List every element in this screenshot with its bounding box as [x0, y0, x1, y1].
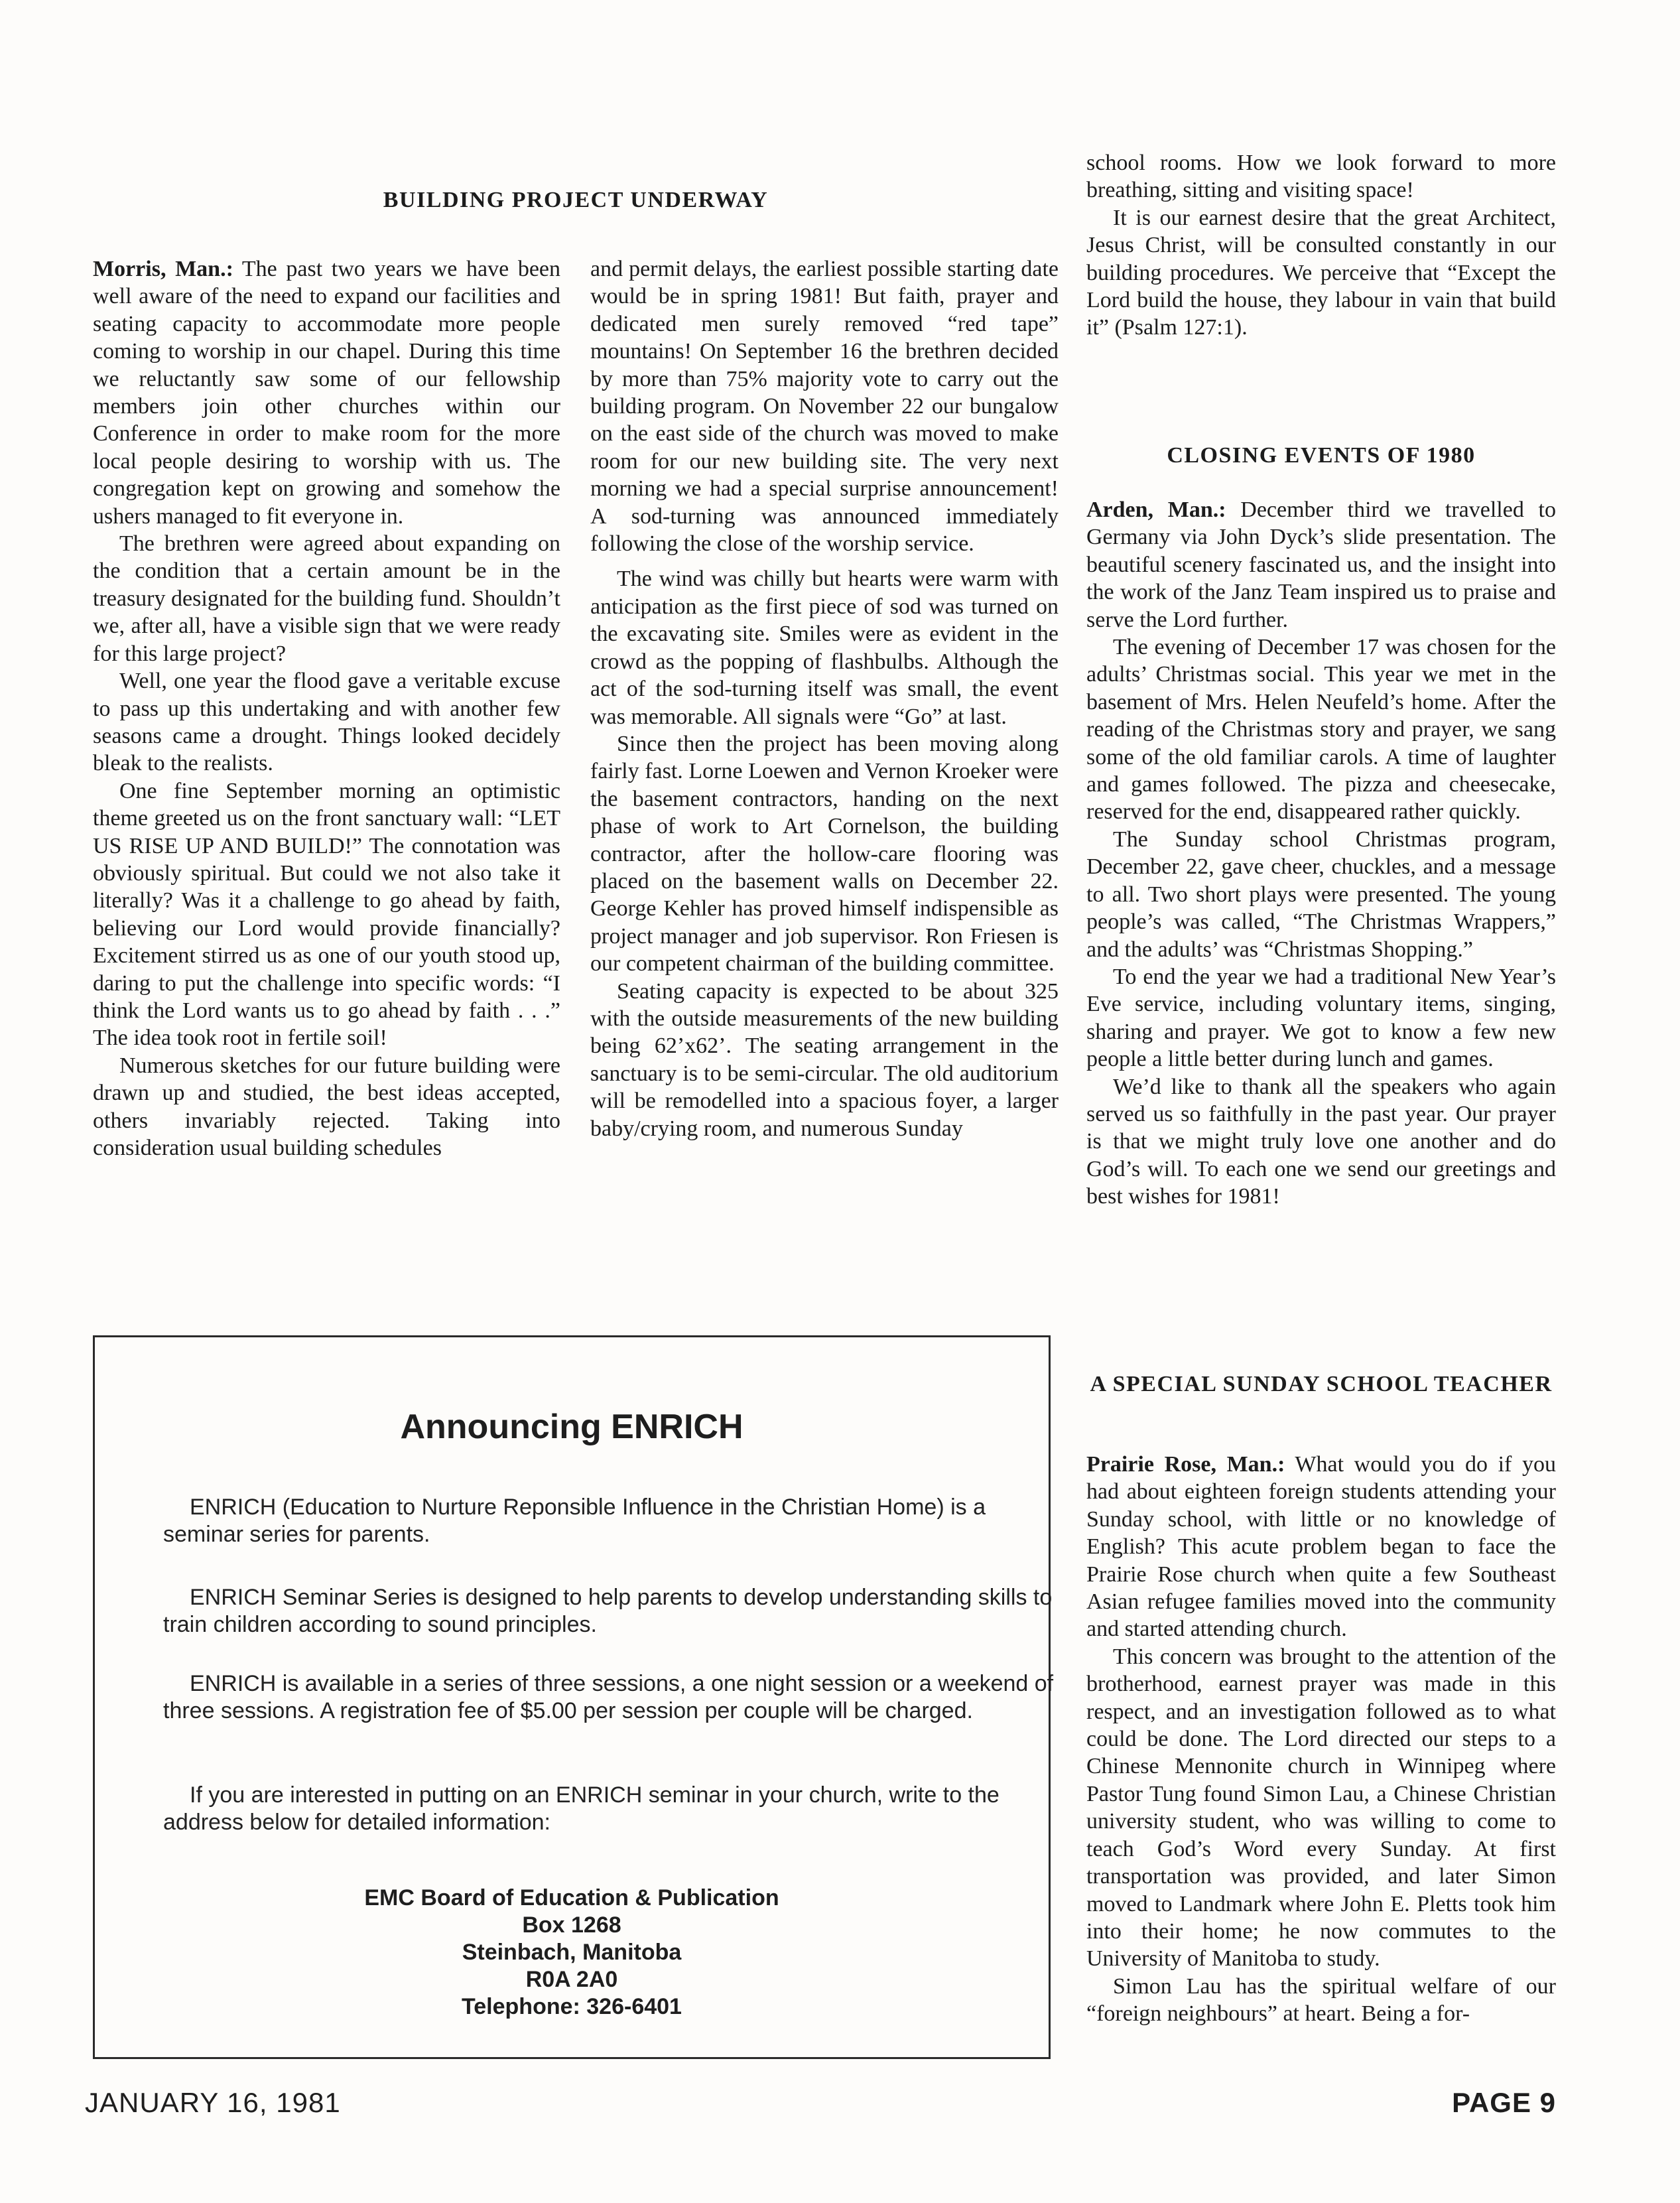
enrich-announcement-box [93, 1335, 1054, 2059]
headline-building-project: BUILDING PROJECT UNDERWAY [383, 188, 769, 212]
ad-paragraph: If you are interested in putting on an ENRICH seminar in your church, write to the address below for detailed information: [163, 1782, 1000, 1835]
article-column-2 [590, 255, 1059, 1142]
paragraph: The Sunday school Christmas program, December 22, gave cheer, chuckles, and a message to all. Two short plays were presented. The young people’s was called, “The Christmas Wrappers,” and the adults’ was “Christmas Shopping.” [1086, 827, 1556, 962]
paragraph-text: The past two years we have been well aware of the need to expand our facilities and seating capacity to accommodate more people coming to worship in our chapel. During this time we reluctantly saw some of our fellowship members join other churches within our Conference in order to make room for the more local people desiring to worship with us. The congregation kept on growing and somehow the ushers managed to fit everyone in. [93, 257, 560, 529]
paragraph: To end the year we had a traditional New Year’s Eve service, including voluntary items, singing, sharing and prayer. We got to know a few new people a little better during lunch and games. [1086, 964, 1556, 1072]
paragraph: One fine September morning an optimistic theme greeted us on the front sanctuary wall: “LET US RISE UP AND BUILD!” The connotation was obviously spiritual. But could we not also take it literally? Was it a challenge to go ahead by faith, believing our Lord would provide financially? Excitement stirred us as one of our youth stood up, daring to put the challenge into specific words: “I think the Lord wants us to go ahead by faith . . .” The idea took root in fertile soil! [93, 778, 560, 1051]
paragraph: We’d like to thank all the speakers who again served us so faithfully in the past year. Our prayer is that we might truly love one another and do God’s will. To each one we send our greetings and best wishes for 1981! [1086, 1074, 1556, 1209]
paragraph [93, 255, 560, 530]
footer-date: JANUARY 16, 1981 [85, 2087, 341, 2118]
address-line: EMC Board of Education & Publication [364, 1885, 779, 1910]
address-line: Telephone: 326-6401 [462, 1994, 682, 2019]
paragraph: The wind was chilly but hearts were warm with anticipation as the first piece of sod was turned on the excavating site. Smiles were as evident in the crowd as the popping of flashbulbs. Although the act of the sod-turning itself was small, the event was memorable. All signals were “Go” at last. [590, 567, 1059, 729]
article-column-1 [93, 255, 560, 1162]
paragraph-text: What would you do if you had about eighteen foreign students attending your Sunday school, with little or no knowledge of English? This acute problem began to face the Prairie Rose church when quite a few Southeast Asian refugee families moved into the community and started attending church. [1086, 1452, 1556, 1642]
ad-paragraph: ENRICH Seminar Series is designed to help parents to develop understanding skills to train children according to sound principles. [163, 1585, 1053, 1637]
ad-paragraph: ENRICH is available in a series of three sessions, a one night session or a weekend of three sessions. A registration fee of $5.00 per session per couple will be charged. [163, 1671, 1054, 1723]
ad-title: Announcing ENRICH [400, 1408, 743, 1446]
dateline: Arden, Man.: [1086, 498, 1226, 522]
paragraph: The evening of December 17 was chosen for the adults’ Christmas social. This year we met in the basement of Mrs. Helen Neufeld’s home. After the reading of the Christmas story and prayer, we sang some of the old familiar carols. A time of laughter and games followed. The pizza and cheesecake, reserved for the end, disappeared rather quickly. [1086, 635, 1556, 825]
dateline: Morris, Man.: [93, 257, 233, 281]
paragraph-text: December third we travelled to Germany via John Dyck’s slide presentation. The beautiful scenery fascinated us, and the insight into the work of the Janz Team inspired us to praise and serve the Lord further. [1086, 498, 1556, 632]
special-teacher-article [1086, 1451, 1556, 2028]
address-line: Steinbach, Manitoba [462, 1940, 682, 1965]
ad-paragraph: ENRICH (Education to Nurture Reponsible Influence in the Christian Home) is a seminar series for parents. [163, 1495, 986, 1547]
paragraph: Well, one year the flood gave a veritable excuse to pass up this undertaking and with another few seasons came a drought. Things looked decidely bleak to the realists. [93, 669, 560, 776]
closing-events-article [1086, 496, 1556, 1211]
paragraph: Since then the project has been moving along fairly fast. Lorne Loewen and Vernon Kroeker were the basement contractors, handing on the next phase of work to Art Cornelson, the building contractor, after the hollow-care flooring was placed on the basement walls on December 22. George Kehler has proved himself indispensible as project manager and job supervisor. Ron Friesen is our competent chairman of the building committee. [590, 731, 1059, 976]
footer-page-number: PAGE 9 [1452, 2087, 1556, 2118]
ad-address-block [95, 1885, 1049, 2021]
paragraph: This concern was brought to the attention of the brotherhood, earnest prayer was made in this respect, and an investigation followed as to what could be done. The Lord directed our steps to a Chinese Mennonite church in Winnipeg where Pastor Tung found Simon Lau, a Chinese Christian university student, who was willing to come to teach God’s Word every Sunday. At first transportation was provided, and later Simon moved to Landmark where John E. Pletts took him into their home; he now commutes to the University of Manitoba to study. [1086, 1644, 1556, 1971]
paragraph: Numerous sketches for our future building were drawn up and studied, the best ideas accepted, others invariably rejected. Taking into consideration usual building schedules [93, 1053, 560, 1160]
headline-special-teacher: A SPECIAL SUNDAY SCHOOL TEACHER [1090, 1372, 1553, 1396]
paragraph [1086, 1451, 1556, 1643]
paragraph [1086, 496, 1556, 634]
paragraph: It is our earnest desire that the great Architect, Jesus Christ, will be consulted constantly in our building procedures. We perceive that “Except the Lord build the house, they labour in vain that build it” (Psalm 127:1). [1086, 205, 1556, 340]
headline-closing-events: CLOSING EVENTS OF 1980 [1167, 443, 1476, 468]
paragraph: school rooms. How we look forward to more breathing, sitting and visiting space! [1086, 151, 1556, 203]
paragraph: and permit delays, the earliest possible starting date would be in spring 1981! But faith, prayer and dedicated men surely removed “red tape” mountains! On September 16 the brethren decided by more than 75% majority vote to carry out the building program. On November 22 our bungalow on the east side of the church was moved to make room for our new building site. The very next morning we had a special surprise announcement! A sod-turning was announced immediately following the close of the worship service. [590, 257, 1059, 557]
paragraph: The brethren were agreed about expanding on the condition that a certain amount be in the treasury designated for the building fund. Shouldn’t we, after all, have a visible sign that we were ready for this large project? [93, 531, 560, 666]
article-column-3 [1086, 149, 1556, 342]
paragraph: Simon Lau has the spiritual welfare of our “foreign neighbours” at heart. Being a for- [1086, 1973, 1556, 2027]
address-line: Box 1268 [522, 1912, 621, 1938]
dateline: Prairie Rose, Man.: [1086, 1452, 1285, 1477]
address-line: R0A 2A0 [525, 1967, 618, 1992]
paragraph: Seating capacity is expected to be about 325 with the outside measurements of the new building being 62’x62’. The seating arrangement in the sanctuary is to be semi-circular. The old auditorium will be remodelled into a spacious foyer, a larger baby/crying room, and numerous Sunday [590, 978, 1059, 1141]
